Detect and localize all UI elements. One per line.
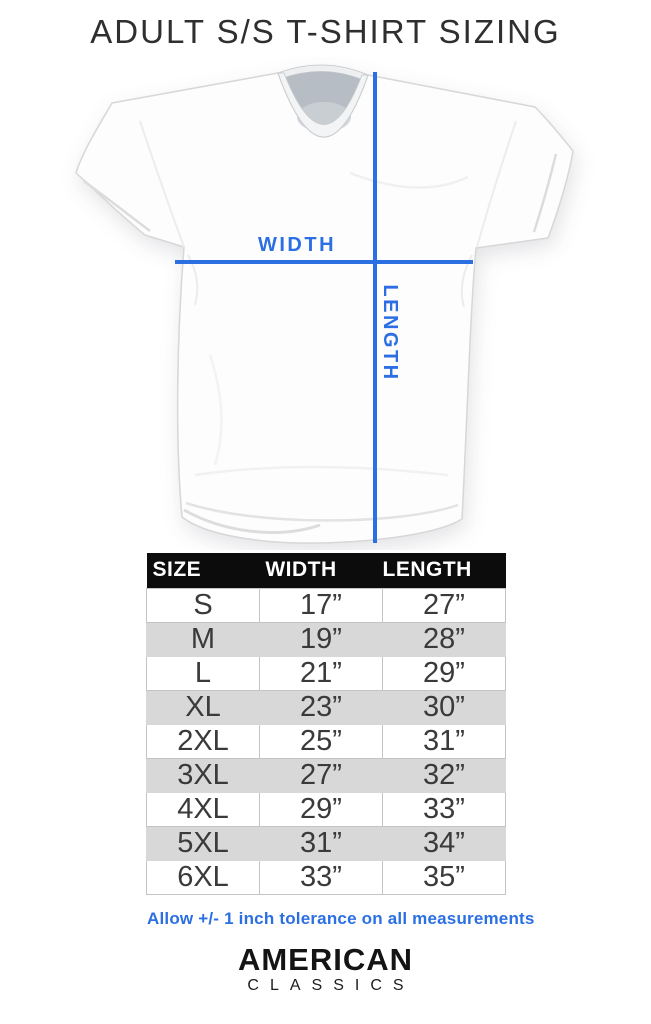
size-cell: XL — [147, 690, 260, 724]
width-column-header: WIDTH — [260, 553, 383, 588]
tshirt-illustration — [76, 65, 573, 543]
width-cell: 17” — [260, 588, 383, 622]
table-row — [147, 860, 506, 894]
table-row — [147, 656, 506, 690]
table-row — [147, 622, 506, 656]
size-cell: 3XL — [147, 758, 260, 792]
page-title: ADULT S/S T-SHIRT SIZING — [90, 13, 561, 50]
size-cell: 6XL — [147, 860, 260, 894]
length-column-header: LENGTH — [383, 553, 506, 588]
table-row — [147, 792, 506, 826]
size-cell: 2XL — [147, 724, 260, 758]
width-cell: 31” — [260, 826, 383, 860]
table-row — [147, 588, 506, 622]
size-cell: S — [147, 588, 260, 622]
size-cell: 4XL — [147, 792, 260, 826]
brand-logo — [0, 943, 651, 996]
width-cell: 19” — [260, 622, 383, 656]
size-table-header — [147, 553, 506, 588]
width-cell: 33” — [260, 860, 383, 894]
table-row — [147, 724, 506, 758]
tshirt-diagram-svg — [0, 55, 651, 550]
width-cell: 23” — [260, 690, 383, 724]
table-row — [147, 758, 506, 792]
width-cell: 25” — [260, 724, 383, 758]
brand-name-primary: AMERICAN — [237, 942, 414, 977]
length-cell: 28” — [383, 622, 506, 656]
length-cell: 29” — [383, 656, 506, 690]
length-cell: 32” — [383, 758, 506, 792]
length-line-label: LENGTH — [379, 284, 401, 382]
size-column-header: SIZE — [147, 553, 260, 588]
length-cell: 31” — [383, 724, 506, 758]
length-cell: 30” — [383, 690, 506, 724]
width-cell: 27” — [260, 758, 383, 792]
size-cell: L — [147, 656, 260, 690]
length-cell: 34” — [383, 826, 506, 860]
header-row — [147, 553, 506, 588]
tolerance-note: Allow +/- 1 inch tolerance on all measurements — [147, 909, 535, 928]
width-cell: 21” — [260, 656, 383, 690]
table-row — [147, 690, 506, 724]
size-cell: 5XL — [147, 826, 260, 860]
length-cell: 35” — [383, 860, 506, 894]
table-row — [147, 826, 506, 860]
tshirt-measurement-diagram — [0, 55, 651, 550]
brand-name-secondary: CLASSICS — [247, 977, 415, 994]
size-cell: M — [147, 622, 260, 656]
size-table — [146, 553, 506, 895]
size-table-body — [147, 588, 506, 894]
width-line-label: WIDTH — [257, 234, 337, 256]
width-cell: 29” — [260, 792, 383, 826]
length-cell: 27” — [383, 588, 506, 622]
length-cell: 33” — [383, 792, 506, 826]
